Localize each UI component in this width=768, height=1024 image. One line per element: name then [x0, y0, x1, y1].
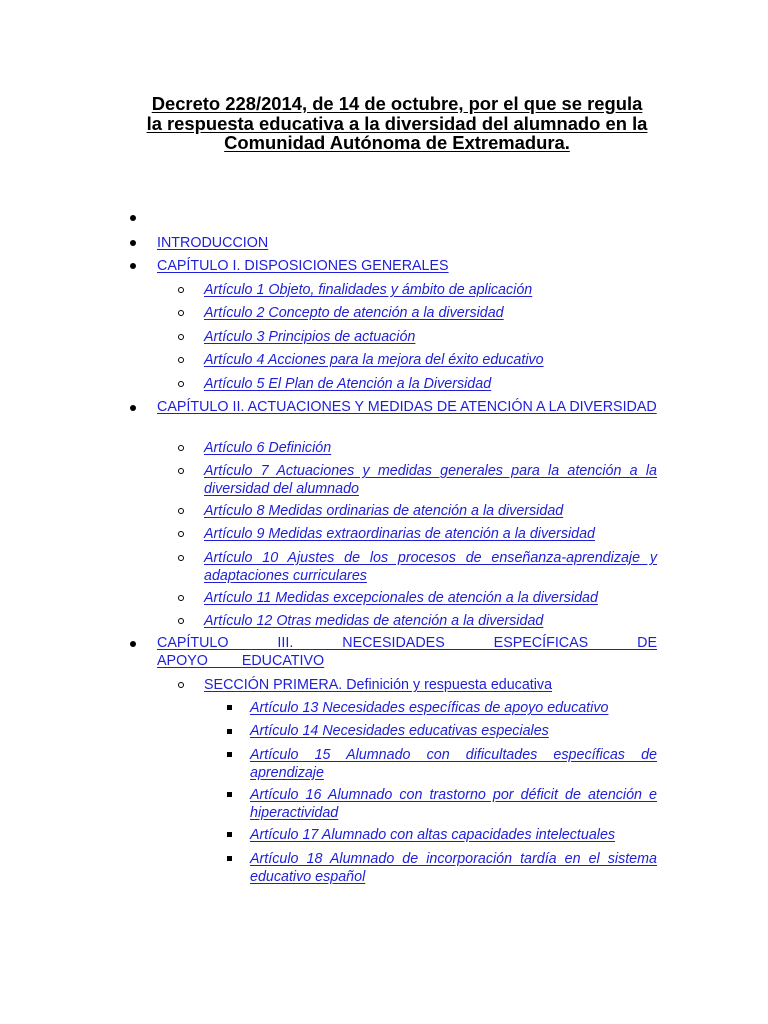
toc-link-art5[interactable]: Artículo 5 El Plan de Atención a la Diversidad — [204, 376, 492, 392]
bullet-circle — [178, 531, 184, 537]
toc-item-introduccion[interactable] — [157, 234, 657, 252]
bullet-circle — [178, 682, 184, 688]
toc-item-seccion1[interactable] — [204, 676, 657, 694]
toc-link-art16[interactable]: Artículo 16 Alumnado con trastorno por déficit de atención e hiperactividad — [250, 787, 657, 821]
toc-item-art17[interactable] — [250, 826, 657, 844]
toc-item-cap2[interactable] — [157, 398, 657, 416]
bullet-circle — [178, 555, 184, 561]
bullet-circle — [178, 381, 184, 387]
toc-item-art16[interactable] — [250, 786, 657, 822]
document-title: Decreto 228/2014, de 14 de octubre, por el que se regula la respuesta educativa a la diversidad del alumnado en la Comunidad Autónoma de Extremadura. — [146, 93, 648, 153]
bullet-dot — [130, 240, 136, 246]
toc-item-art13[interactable] — [250, 699, 657, 717]
bullet-circle — [178, 445, 184, 451]
toc-item-art3[interactable] — [204, 328, 657, 346]
toc-item-art6[interactable] — [204, 439, 657, 457]
toc-item-art14[interactable] — [250, 722, 657, 740]
toc-item-art9[interactable] — [204, 525, 657, 543]
bullet-circle — [178, 287, 184, 293]
toc-item-art5[interactable] — [204, 375, 657, 393]
toc-link-art13[interactable]: Artículo 13 Necesidades específicas de apoyo educativo — [250, 700, 609, 716]
bullet-circle — [178, 595, 184, 601]
toc-link-art9[interactable]: Artículo 9 Medidas extraordinarias de atención a la diversidad — [204, 526, 596, 542]
toc-link-art3[interactable]: Artículo 3 Principios de actuación — [204, 329, 416, 345]
bullet-square — [227, 856, 232, 861]
toc-link-art15[interactable]: Artículo 15 Alumnado con dificultades específicas de aprendizaje — [250, 747, 657, 781]
bullet-square — [227, 832, 232, 837]
toc-item-art1[interactable] — [204, 281, 657, 299]
bullet-dot — [130, 263, 136, 269]
bullet-square — [227, 752, 232, 757]
bullet-dot — [130, 641, 136, 647]
toc-link-cap2[interactable]: CAPÍTULO II. ACTUACIONES Y MEDIDAS DE ATENCIÓN A LA DIVERSIDAD — [157, 399, 657, 415]
toc-item-cap3[interactable] — [157, 634, 657, 670]
bullet-circle — [178, 334, 184, 340]
toc-item-art7[interactable] — [204, 462, 657, 498]
toc-link-art11[interactable]: Artículo 11 Medidas excepcionales de atención a la diversidad — [204, 590, 598, 606]
toc-link-introduccion[interactable]: INTRODUCCION — [157, 235, 269, 251]
bullet-empty — [130, 215, 136, 221]
toc-item-cap1[interactable] — [157, 257, 657, 275]
toc-item-art15[interactable] — [250, 746, 657, 782]
bullet-circle — [178, 618, 184, 624]
toc-link-art6[interactable]: Artículo 6 Definición — [204, 440, 332, 456]
toc-item-art18[interactable] — [250, 850, 657, 886]
bullet-square — [227, 729, 232, 734]
toc-link-art1[interactable]: Artículo 1 Objeto, finalidades y ámbito de aplicación — [204, 282, 533, 298]
toc-link-cap3[interactable]: CAPÍTULO III. NECESIDADES ESPECÍFICAS DE APOYO EDUCATIVO — [157, 635, 657, 669]
toc-link-art18[interactable]: Artículo 18 Alumnado de incorporación tardía en el sistema educativo español — [250, 851, 657, 885]
toc-link-art7[interactable]: Artículo 7 Actuaciones y medidas generales para la atención a la diversidad del alumnado — [204, 463, 657, 497]
bullet-circle — [178, 310, 184, 316]
toc-link-art2[interactable]: Artículo 2 Concepto de atención a la diversidad — [204, 305, 504, 321]
bullet-circle — [178, 357, 184, 363]
bullet-dot — [130, 405, 136, 411]
toc-link-art14[interactable]: Artículo 14 Necesidades educativas especiales — [250, 723, 549, 739]
toc-link-seccion1[interactable]: SECCIÓN PRIMERA. Definición y respuesta educativa — [204, 677, 553, 693]
toc-link-art8[interactable]: Artículo 8 Medidas ordinarias de atención a la diversidad — [204, 503, 564, 519]
toc-item-art4[interactable] — [204, 351, 657, 369]
toc-link-cap1[interactable]: CAPÍTULO I. DISPOSICIONES GENERALES — [157, 258, 449, 274]
bullet-circle — [178, 468, 184, 474]
bullet-square — [227, 792, 232, 797]
toc-item-art11[interactable] — [204, 589, 657, 607]
toc-link-art12[interactable]: Artículo 12 Otras medidas de atención a la diversidad — [204, 613, 544, 629]
toc-link-art17[interactable]: Artículo 17 Alumnado con altas capacidades intelectuales — [250, 827, 616, 843]
bullet-square — [227, 705, 232, 710]
toc-item-art8[interactable] — [204, 502, 657, 520]
toc-item-art12[interactable] — [204, 612, 657, 630]
toc-link-art4[interactable]: Artículo 4 Acciones para la mejora del éxito educativo — [204, 352, 544, 368]
toc-link-art10[interactable]: Artículo 10 Ajustes de los procesos de enseñanza-aprendizaje y adaptaciones curriculares — [204, 550, 657, 584]
toc-item-art10[interactable] — [204, 549, 657, 585]
toc-item-art2[interactable] — [204, 304, 657, 322]
bullet-circle — [178, 508, 184, 514]
